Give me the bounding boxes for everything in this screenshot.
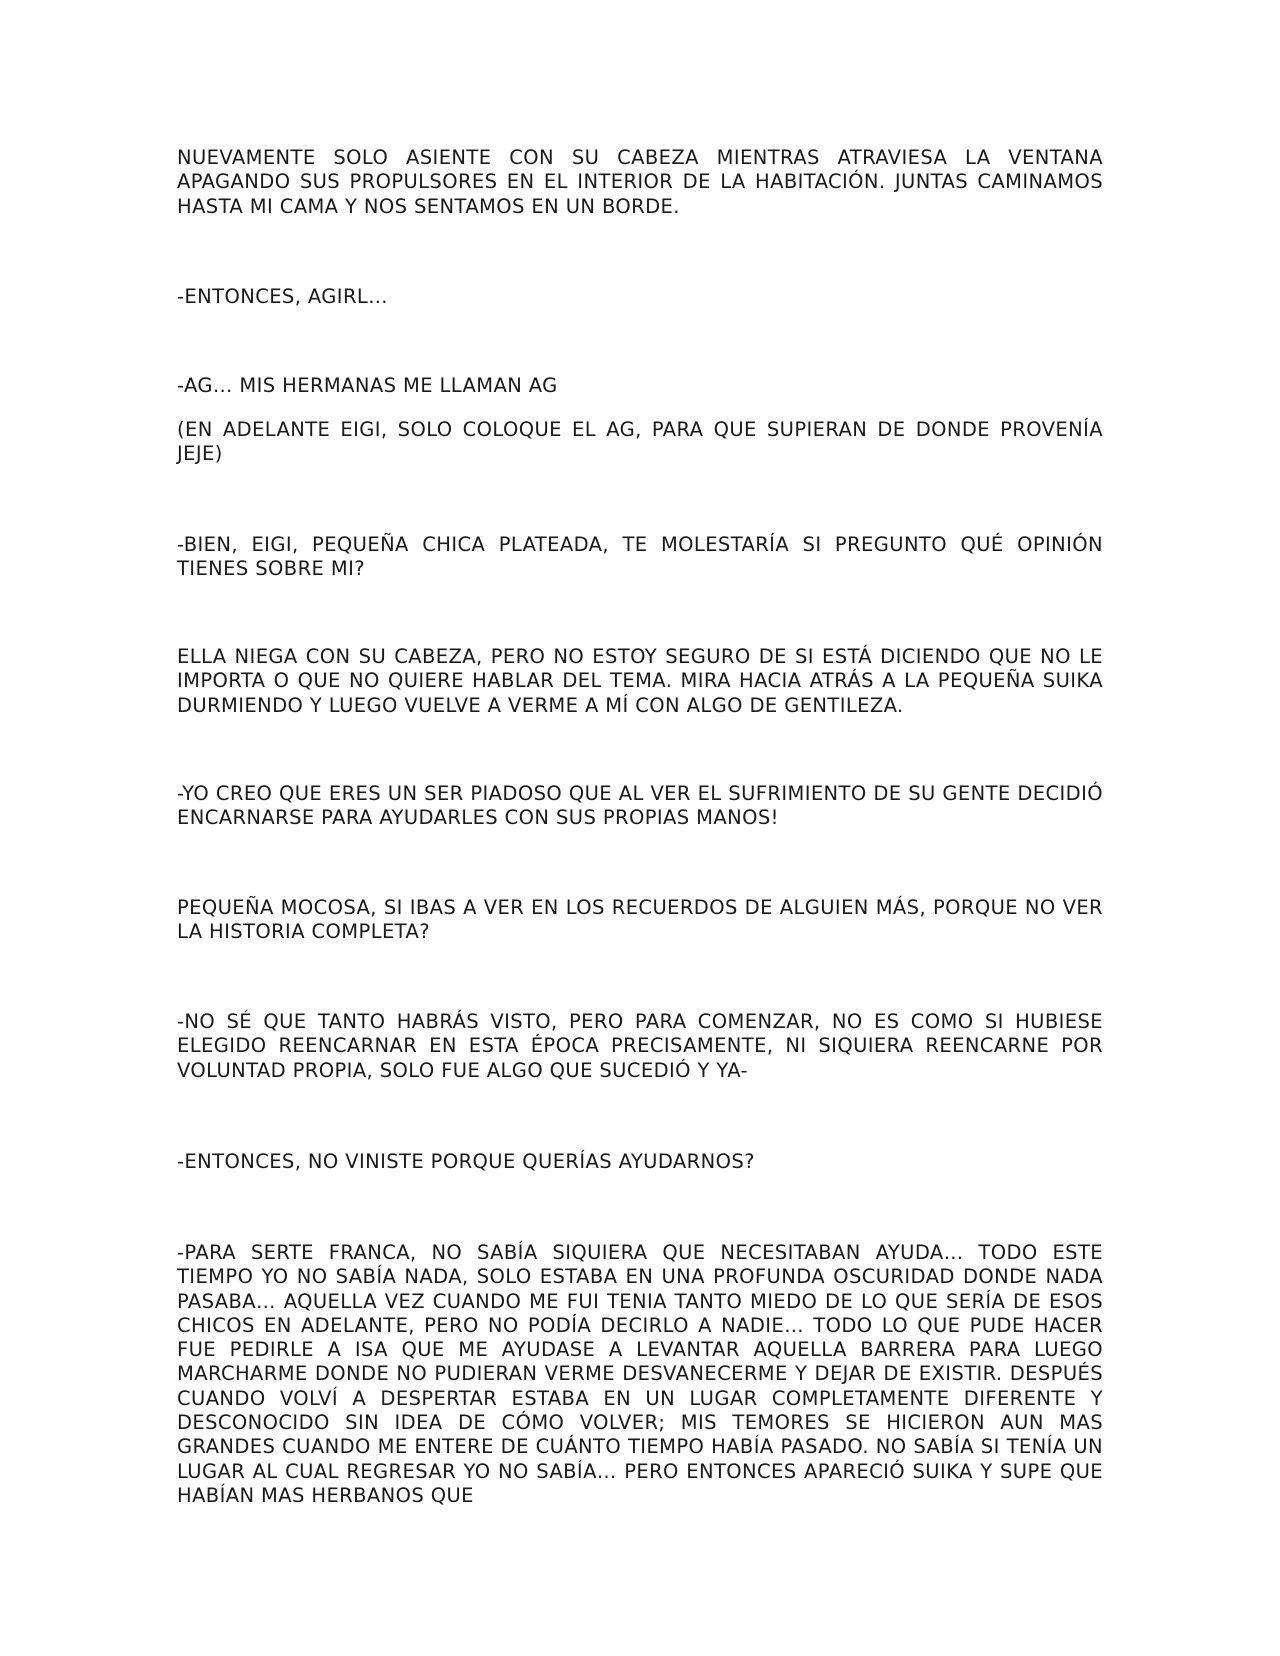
paragraph-dialogue-5: -NO SÉ QUE TANTO HABRÁS VISTO, PERO PARA COMENZAR, NO ES COMO SI HUBIESE ELEGIDO REENCARNAR EN ESTA ÉPOCA PRECISAMENTE, NI SIQUIERA REENCARNE POR VOLUNTAD PROPIA, SOLO FUE ALGO QUE SUCEDIÓ Y YA- xyxy=(177,1010,1103,1082)
paragraph-narration-3: PEQUEÑA MOCOSA, SI IBAS A VER EN LOS RECUERDOS DE ALGUIEN MÁS, PORQUE NO VER LA HISTORIA COMPLETA? xyxy=(177,896,1103,944)
paragraph-dialogue-1: -ENTONCES, AGIRL… xyxy=(177,285,389,308)
paragraph-author-note: (EN ADELANTE EIGI, SOLO COLOQUE EL AG, PARA QUE SUPIERAN DE DONDE PROVENÍA JEJE) xyxy=(177,418,1103,466)
paragraph-dialogue-6: -ENTONCES, NO VINISTE PORQUE QUERÍAS AYUDARNOS? xyxy=(177,1150,755,1173)
paragraph-narration-1: NUEVAMENTE SOLO ASIENTE CON SU CABEZA MIENTRAS ATRAVIESA LA VENTANA APAGANDO SUS PROPULSORES EN EL INTERIOR DE LA HABITACIÓN. JUNTAS CAMINAMOS HASTA MI CAMA Y NOS SENTAMOS EN UN BORDE. xyxy=(177,146,1103,218)
paragraph-dialogue-7: -PARA SERTE FRANCA, NO SABÍA SIQUIERA QUE NECESITABAN AYUDA… TODO ESTE TIEMPO YO NO SABÍA NADA, SOLO ESTABA EN UNA PROFUNDA OSCURIDAD DONDE NADA PASABA… AQUELLA VEZ CUANDO ME FUI TENIA TANTO MIEDO DE LO QUE SERÍA DE ESOS CHICOS EN ADELANTE, PERO NO PODÍA DECIRLO A NADIE… TODO LO QUE PUDE HACER FUE PEDIRLE A ISA QUE ME AYUDASE A LEVANTAR AQUELLA BARRERA PARA LUEGO MARCHARME DONDE NO PUDIERAN VERME DESVANECERME Y DEJAR DE EXISTIR. DESPUÉS CUANDO VOLVÍ A DESPERTAR ESTABA EN UN LUGAR COMPLETAMENTE DIFERENTE Y DESCONOCIDO SIN IDEA DE CÓMO VOLVER; MIS TEMORES SE HICIERON AUN MAS GRANDES CUANDO ME ENTERE DE CUÁNTO TIEMPO HABÍA PASADO. NO SABÍA SI TENÍA UN LUGAR AL CUAL REGRESAR YO NO SABÍA… PERO ENTONCES APARECIÓ SUIKA Y SUPE QUE HABÍAN MAS HERBANOS QUE xyxy=(177,1241,1103,1507)
paragraph-dialogue-2: -AG… MIS HERMANAS ME LLAMAN AG xyxy=(177,374,558,397)
paragraph-narration-2: ELLA NIEGA CON SU CABEZA, PERO NO ESTOY SEGURO DE SI ESTÁ DICIENDO QUE NO LE IMPORTA O QUE NO QUIERE HABLAR DEL TEMA. MIRA HACIA ATRÁS A LA PEQUEÑA SUIKA DURMIENDO Y LUEGO VUELVE A VERME A MÍ CON ALGO DE GENTILEZA. xyxy=(177,645,1103,717)
paragraph-dialogue-3: -BIEN, EIGI, PEQUEÑA CHICA PLATEADA, TE MOLESTARÍA SI PREGUNTO QUÉ OPINIÓN TIENES SOBRE MI? xyxy=(177,533,1103,581)
paragraph-dialogue-4: -YO CREO QUE ERES UN SER PIADOSO QUE AL VER EL SUFRIMIENTO DE SU GENTE DECIDIÓ ENCARNARSE PARA AYUDARLES CON SUS PROPIAS MANOS! xyxy=(177,782,1103,830)
